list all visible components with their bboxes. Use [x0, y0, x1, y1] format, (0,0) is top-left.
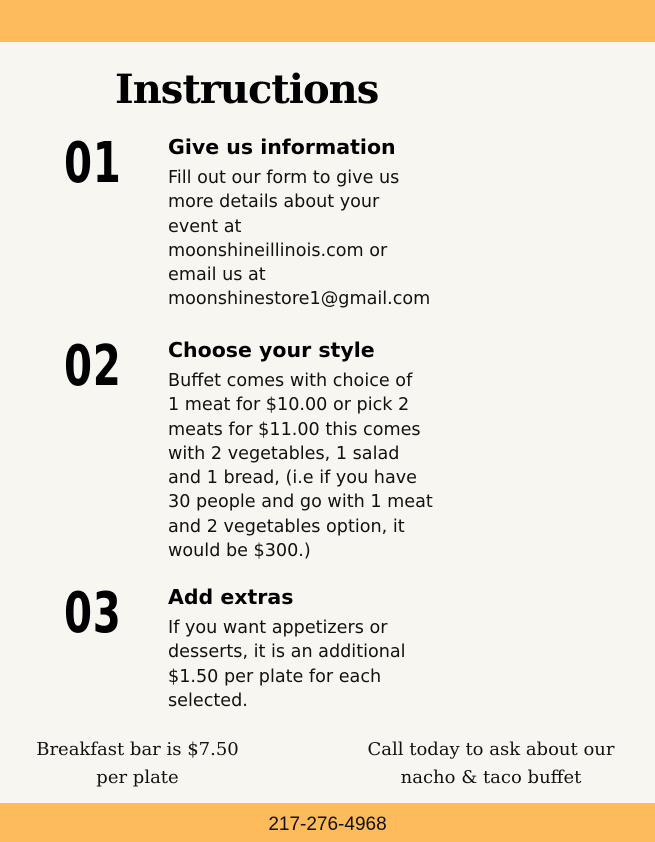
- step-description: Buffet comes with choice of 1 meat for $10.00 or pick 2 meats for $11.00 this comes with 2 vegetables, 1 salad and 1 bread, (i.e if you have 30 people and go with 1 meat and 2 vegetables option, it would be $300.): [168, 371, 433, 562]
- step-title: Choose your style: [168, 338, 375, 362]
- step-number: 03: [64, 581, 122, 646]
- top-accent-band: [0, 0, 655, 42]
- phone-number[interactable]: 217-276-4968: [268, 813, 387, 835]
- call-today-note: Call today to ask about our nacho & taco buffet: [367, 739, 615, 788]
- step-title: Add extras: [168, 585, 294, 609]
- breakfast-bar-note: Breakfast bar is $7.50 per plate: [36, 739, 239, 788]
- step-number: 02: [64, 334, 122, 399]
- step-description: If you want appetizers or desserts, it is an additional $1.50 per plate for each selected.: [168, 618, 406, 711]
- step-description: Fill out our form to give us more details about your event at moonshineillinois.com or email us at moonshinestore1@gmail.com: [168, 168, 431, 310]
- step-content: [168, 337, 468, 563]
- step-title: Give us information: [168, 135, 396, 159]
- page-title: Instructions: [115, 66, 379, 113]
- step-content: [168, 584, 468, 713]
- step-number: 01: [64, 131, 122, 196]
- step-content: [168, 134, 468, 312]
- bottom-accent-band: [0, 803, 655, 842]
